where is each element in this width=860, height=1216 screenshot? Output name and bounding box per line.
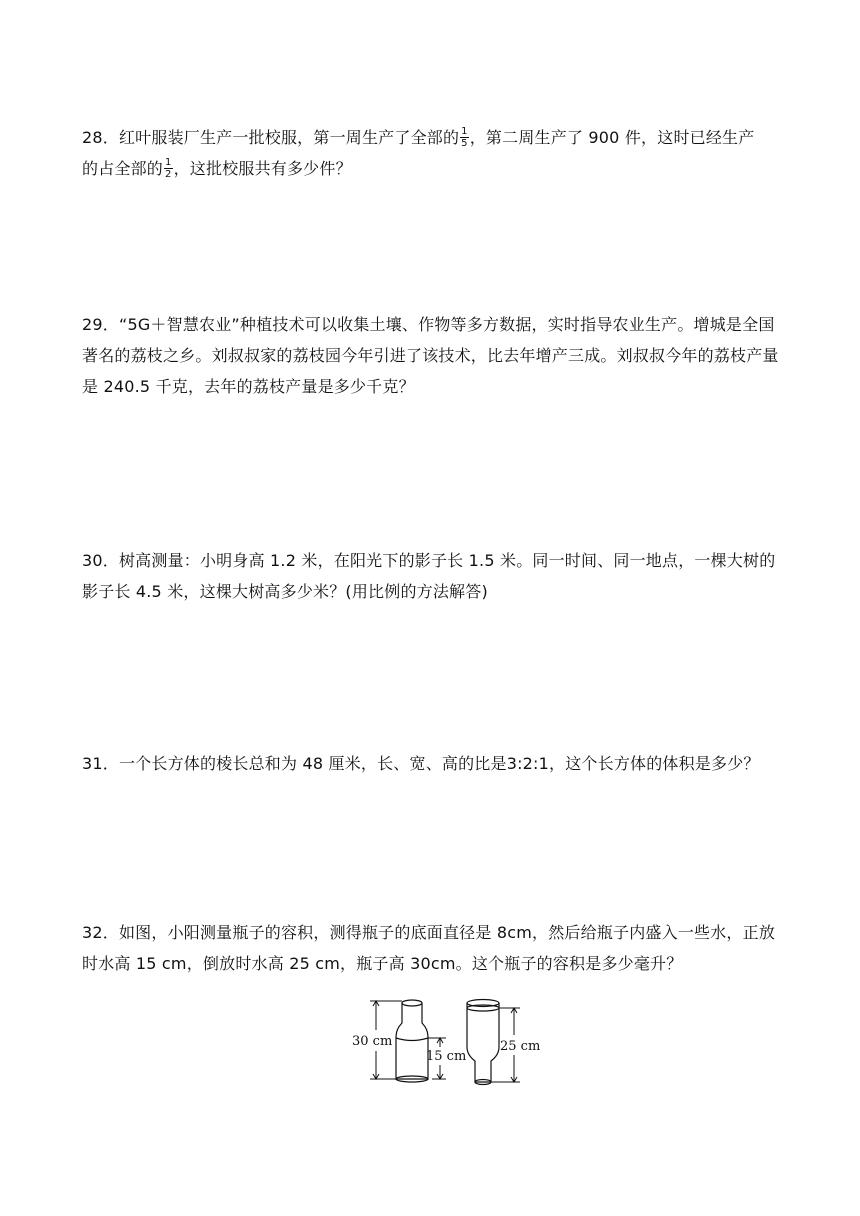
question-text: “5G＋智慧农业”种植技术可以收集土壤、作物等多方数据，实时指导农业生产。增城是全国著名的荔枝之乡。刘叔叔家的荔枝园今年引进了该技术，比去年增产三成。刘叔叔今年的荔枝产量是 240.5 千克，去年的荔枝产量是多少千克？ [82,315,779,396]
question-text: ，第二周生产了 900 件，这时已经生产 [469,128,755,147]
label-30cm: 30 cm [352,1034,393,1049]
question-number: 29． [82,315,119,334]
question-32 [82,917,782,979]
question-text: 红叶服装厂生产一批校服，第一周生产了全部的 [118,128,460,147]
question-28 [82,122,782,184]
question-31 [82,748,782,779]
fraction-one-fifth [460,126,469,149]
label-15cm: 15 cm [426,1049,467,1064]
question-text: 一个长方体的棱长总和为 48 厘米，长、宽、高的比是3:2:1，这个长方体的体积是多少？ [118,754,760,773]
water-line [396,1038,428,1041]
question-30 [82,545,782,607]
upright-bottle [396,1000,428,1082]
fraction-one-half [164,157,173,180]
question-text: 如图，小阳测量瓶子的容积，测得瓶子的底面直径是 8cm，然后给瓶子内盛入一些水，正放时水高 15 cm，倒放时水高 25 cm，瓶子高 30cm。这个瓶子的容积是多少毫升？ [82,923,776,973]
question-number: 28． [82,128,119,147]
question-29 [82,309,782,402]
question-number: 31． [82,754,119,773]
fraction-numerator: 1 [461,126,468,137]
bottle-figure [350,993,550,1089]
question-text: 树高测量：小明身高 1.2 米，在阳光下的影子长 1.5 米。同一时间、同一地点，一棵大树的影子长 4.5 米，这棵大树高多少米？(用比例的方法解答) [82,551,776,601]
inverted-bottle [467,1000,499,1085]
question-text: 的占全部的 [82,159,164,178]
fraction-denominator: 5 [461,138,468,149]
question-number: 32． [82,923,119,942]
label-25cm: 25 cm [500,1039,541,1054]
question-number: 30． [82,551,119,570]
fraction-denominator: 2 [165,169,172,180]
question-text: ，这批校服共有多少件？ [173,159,352,178]
dimension-lines [370,1001,520,1082]
fraction-numerator: 1 [165,157,172,168]
